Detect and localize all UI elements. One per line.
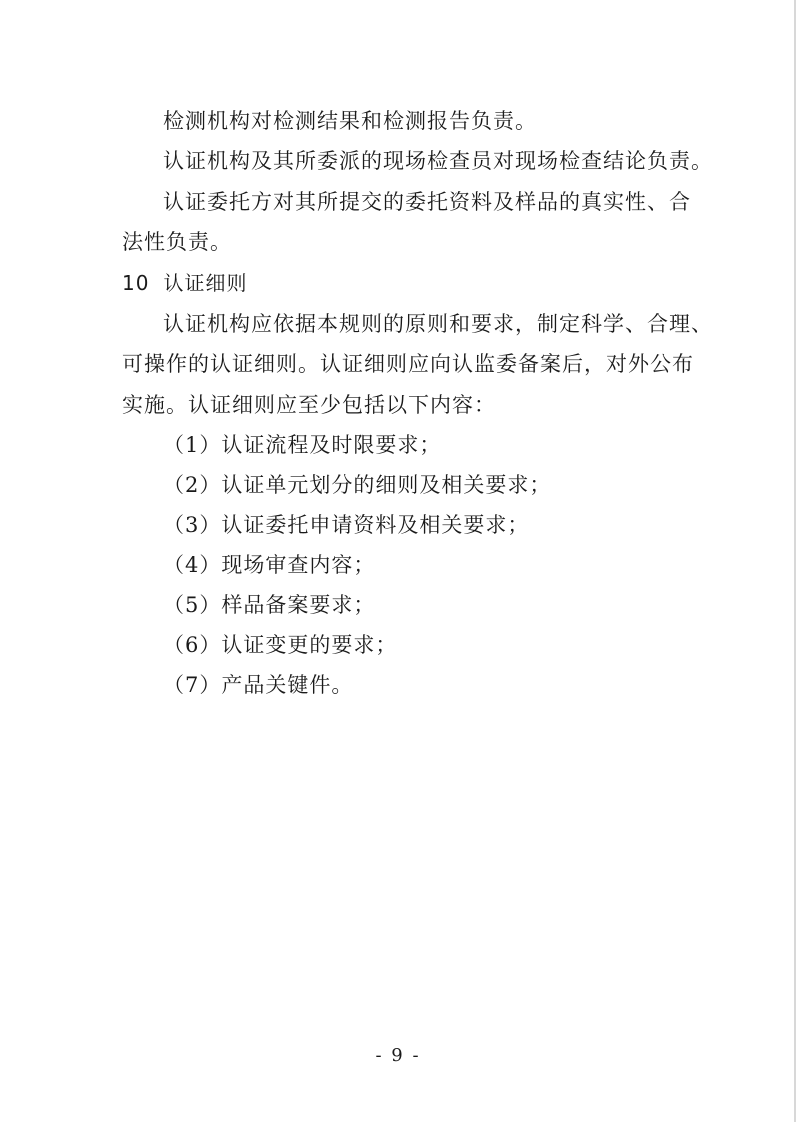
list-item: （4）现场审查内容；: [163, 553, 376, 577]
paragraph-line: 检测机构对检测结果和检测报告负责。: [163, 109, 537, 133]
paragraph-line: 认证机构应依据本规则的原则和要求，制定科学、合理、: [163, 312, 713, 336]
list-item: （3）认证委托申请资料及相关要求；: [163, 513, 530, 537]
list-item: （1）认证流程及时限要求；: [163, 433, 442, 457]
paragraph-line: 实施。认证细则应至少包括以下内容：: [122, 393, 496, 417]
paragraph-line: 认证机构及其所委派的现场检查员对现场检查结论负责。: [163, 149, 713, 173]
section-number: 10: [122, 271, 150, 295]
list-item: （2）认证单元划分的细则及相关要求；: [163, 473, 552, 497]
page-number: - 9 -: [375, 1045, 421, 1066]
section-heading: [122, 270, 247, 296]
paragraph-line: 可操作的认证细则。认证细则应向认监委备案后，对外公布: [122, 352, 694, 376]
list-item: （7）产品关键件。: [163, 673, 354, 697]
paragraph-line: 认证委托方对其所提交的委托资料及样品的真实性、合: [163, 190, 691, 214]
paragraph-line: 法性负责。: [122, 230, 232, 254]
list-item: （6）认证变更的要求；: [163, 633, 398, 657]
list-item: （5）样品备案要求；: [163, 593, 376, 617]
section-title: 认证细则: [163, 271, 248, 295]
